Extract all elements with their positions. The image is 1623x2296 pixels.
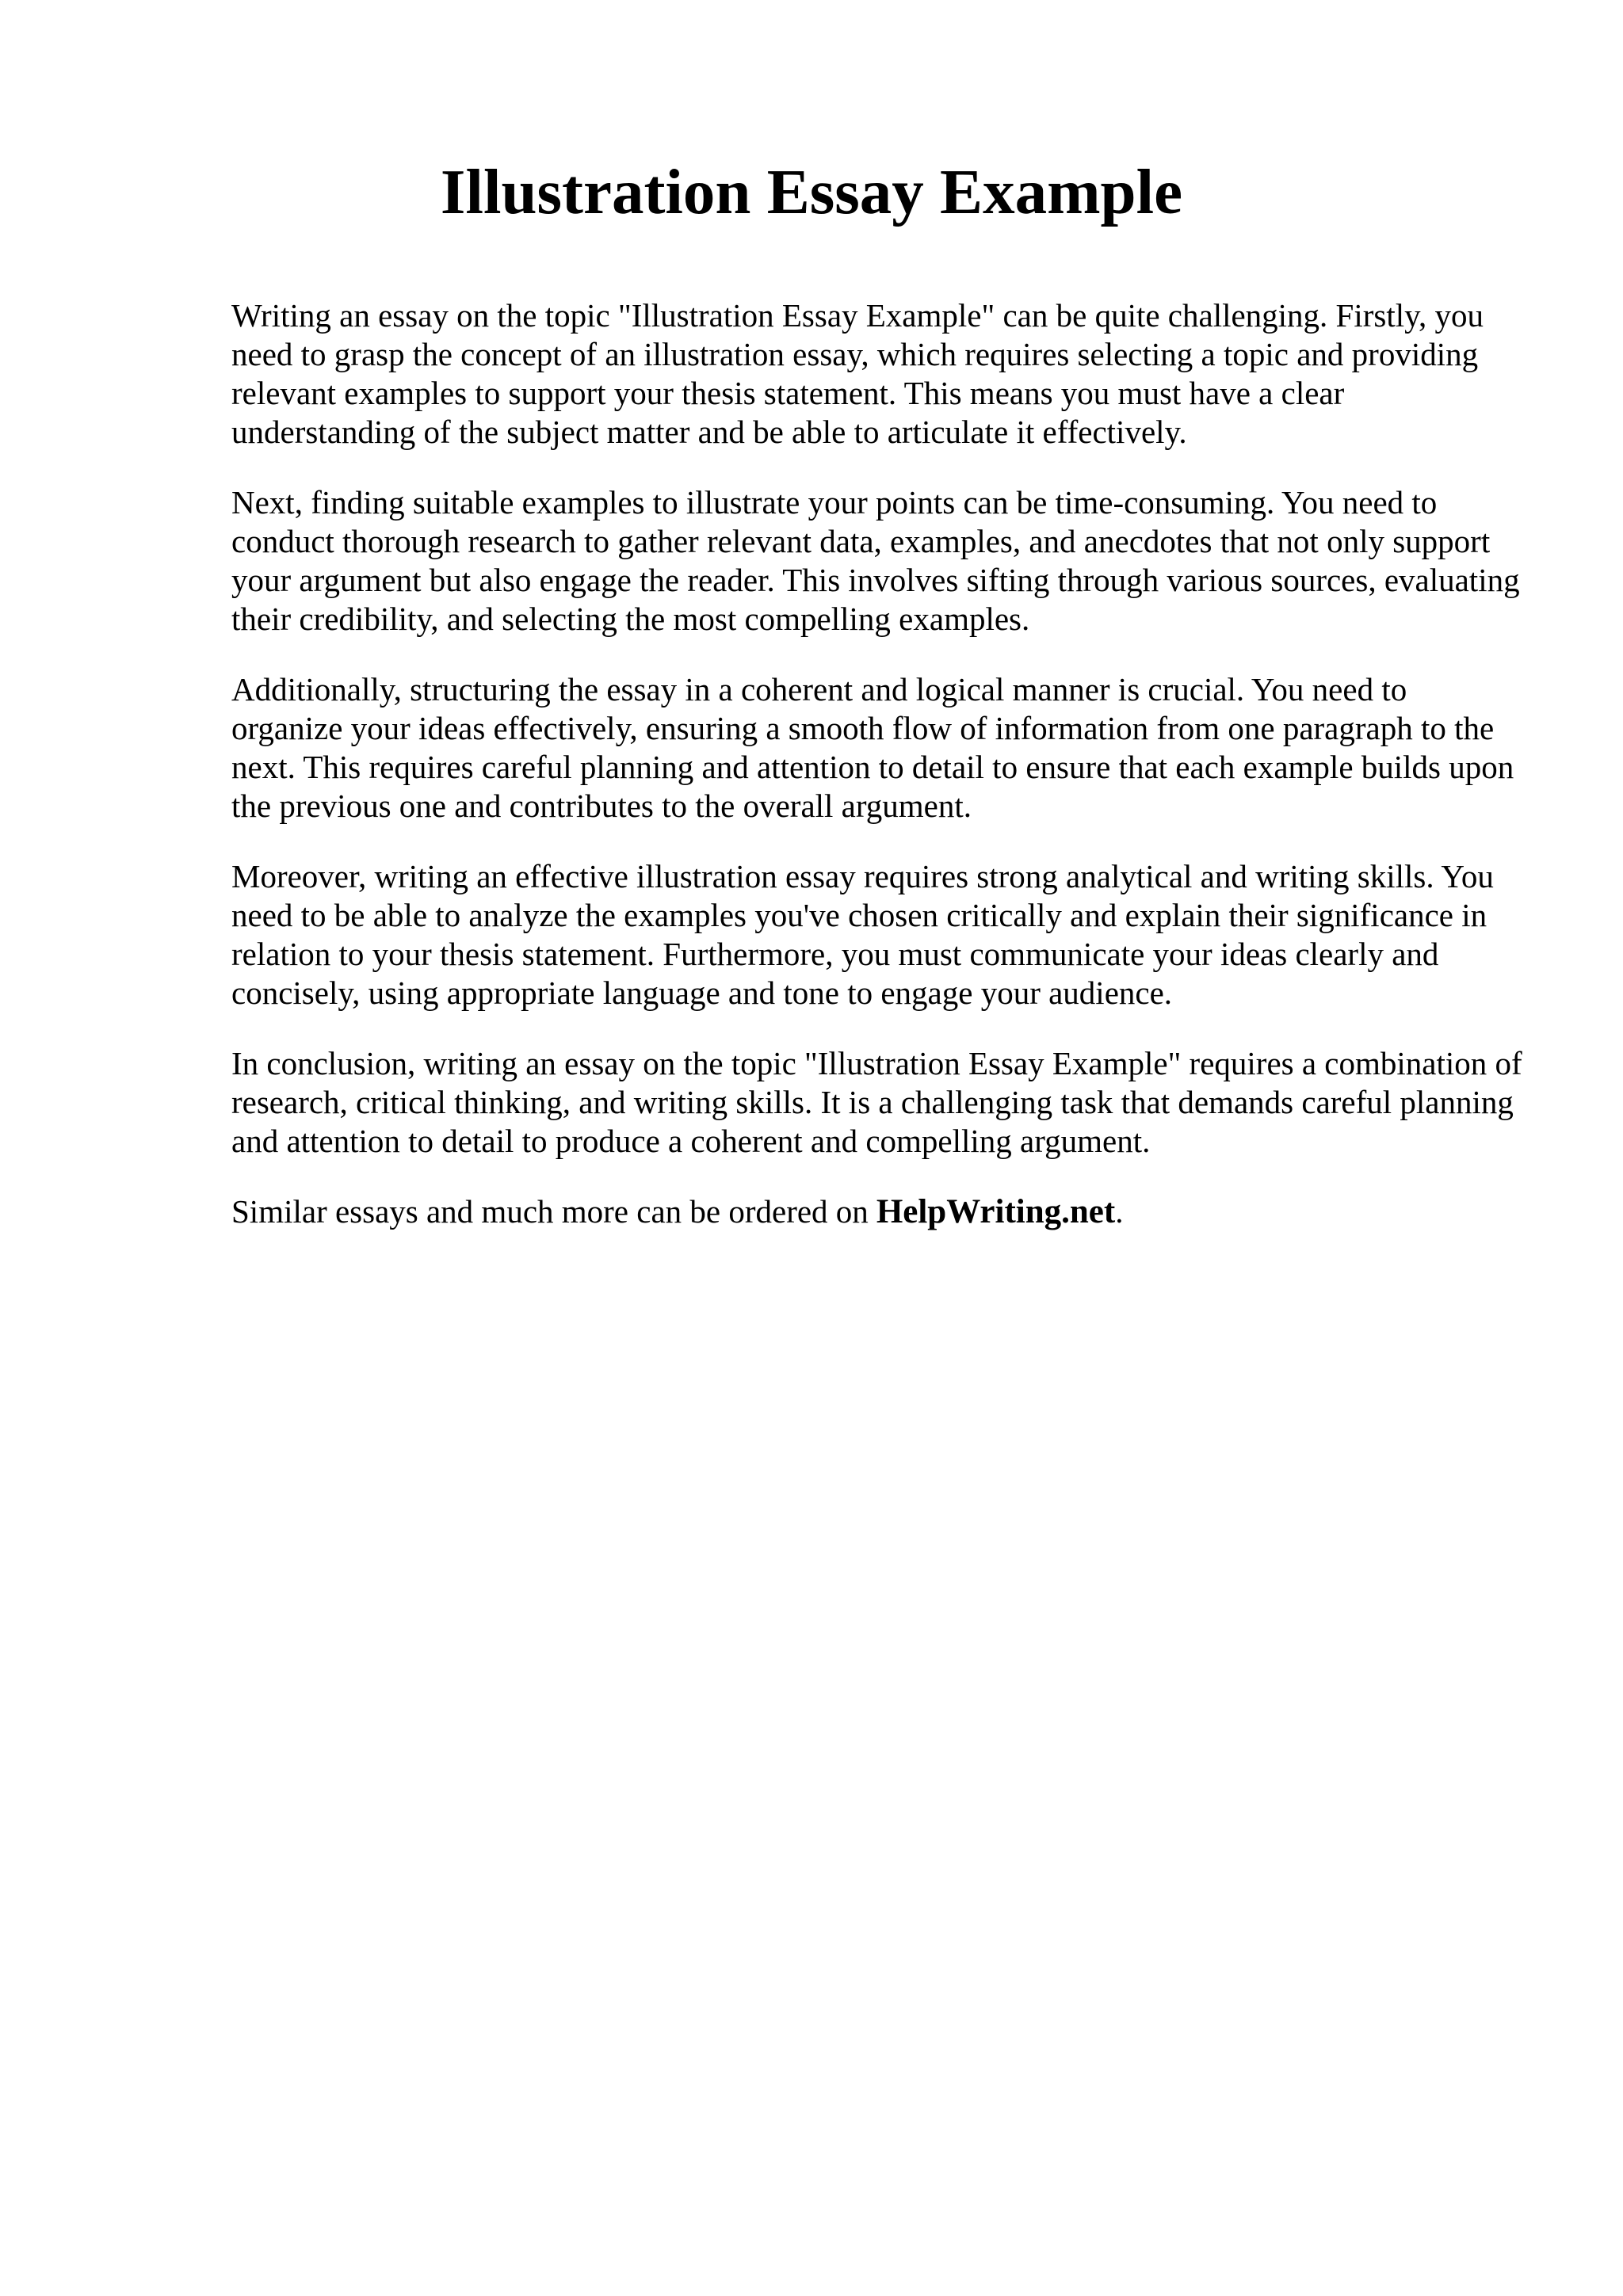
document-body: [231, 296, 1523, 1263]
paragraph-2: Next, finding suitable examples to illustrate your points can be time-consuming. You need to conduct thorough research to gather relevant data, examples, and anecdotes that not only support your argument but also engage the reader. This involves sifting through various sources, evaluating their credibility, and selecting the most compelling examples.: [231, 484, 1520, 637]
paragraph-3: Additionally, structuring the essay in a coherent and logical manner is crucial. You need to organize your ideas effectively, ensuring a smooth flow of information from one paragraph to the next. This requires careful planning and attention to detail to ensure that each example builds upon the previous one and contributes to the overall argument.: [231, 671, 1514, 824]
paragraph-4: Moreover, writing an effective illustration essay requires strong analytical and writing skills. You need to be able to analyze the examples you've chosen critically and explain their significance in relation to your thesis statement. Furthermore, you must communicate your ideas clearly and concisely, using appropriate language and tone to engage your audience.: [231, 858, 1494, 1011]
paragraph-5: In conclusion, writing an essay on the topic "Illustration Essay Example" requires a combination of research, critical thinking, and writing skills. It is a challenging task that demands careful planning and attention to detail to produce a coherent and compelling argument.: [231, 1045, 1522, 1159]
paragraph-1: Writing an essay on the topic "Illustration Essay Example" can be quite challenging. Firstly, you need to grasp the concept of an illustration essay, which requires selecting a topic and providing relevant examples to support your thesis statement. This means you must have a clear understanding of the subject matter and be able to articulate it effectively.: [231, 297, 1484, 450]
closing-suffix: .: [1115, 1193, 1124, 1230]
brand-link[interactable]: HelpWriting.net: [876, 1193, 1116, 1230]
closing-prefix: Similar essays and much more can be ordered on: [231, 1193, 869, 1230]
closing-line: [231, 1192, 1523, 1231]
document-title: Illustration Essay Example: [440, 156, 1183, 227]
